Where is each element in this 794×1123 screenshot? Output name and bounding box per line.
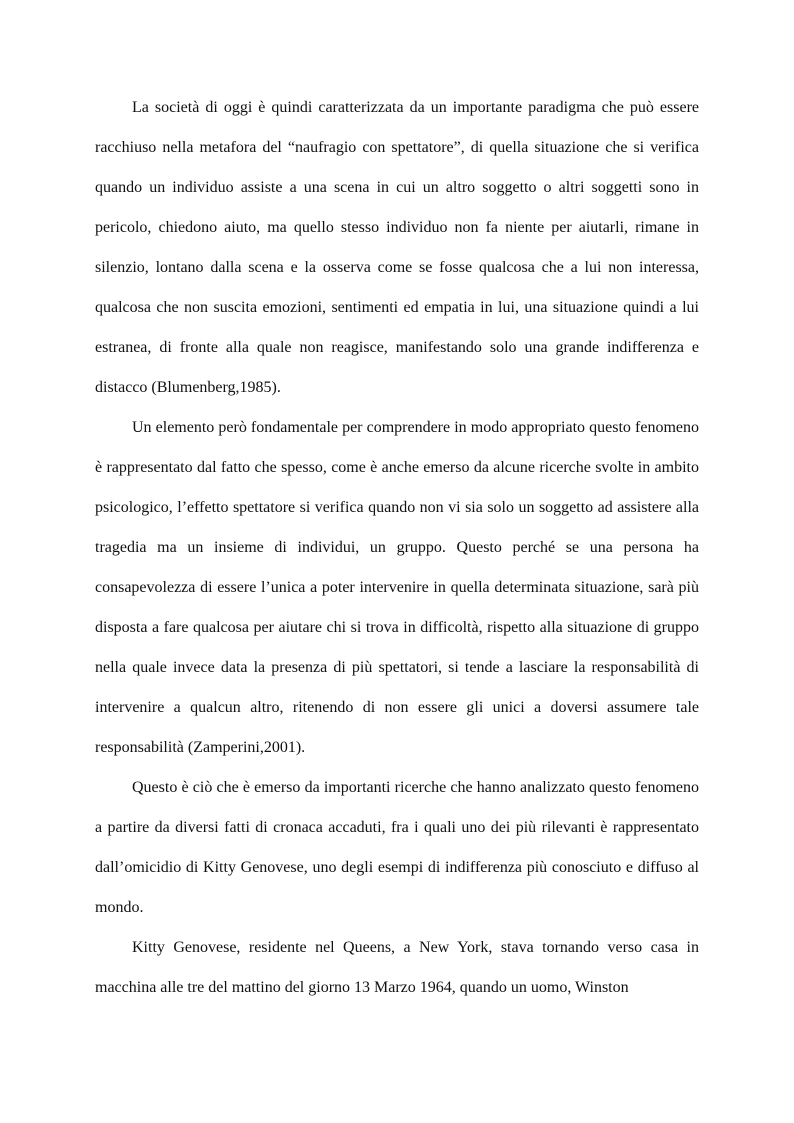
paragraph-3: Questo è ciò che è emerso da importanti ricerche che hanno analizzato questo fenomeno a partire da diversi fatti di cronaca accaduti, fra i quali uno dei più rilevanti è rappresentato dall’omicidio di Kitty Genovese, uno degli esempi di indifferenza più conosciuto e diffuso al mondo. bbox=[95, 779, 699, 916]
paragraph-4: Kitty Genovese, residente nel Queens, a New York, stava tornando verso casa in macchina alle tre del mattino del giorno 13 Marzo 1964, quando un uomo, Winston bbox=[95, 939, 699, 996]
paragraph-1: La società di oggi è quindi caratterizzata da un importante paradigma che può essere racchiuso nella metafora del “naufragio con spettatore”, di quella situazione che si verifica quando un individuo assiste a una scena in cui un altro soggetto o altri soggetti sono in pericolo, chiedono aiuto, ma quello stesso individuo non fa niente per aiutarli, rimane in silenzio, lontano dalla scena e la osserva come se fosse qualcosa che a lui non interessa, qualcosa che non suscita emozioni, sentimenti ed empatia in lui, una situazione quindi a lui estranea, di fronte alla quale non reagisce, manifestando solo una grande indifferenza e distacco (Blumenberg,1985). bbox=[95, 99, 699, 396]
paragraph-2: Un elemento però fondamentale per comprendere in modo appropriato questo fenomeno è rappresentato dal fatto che spesso, come è anche emerso da alcune ricerche svolte in ambito psicologico, l’effetto spettatore si verifica quando non vi sia solo un soggetto ad assistere alla tragedia ma un insieme di individui, un gruppo. Questo perché se una persona ha consapevolezza di essere l’unica a poter intervenire in quella determinata situazione, sarà più disposta a fare qualcosa per aiutare chi si trova in difficoltà, rispetto alla situazione di gruppo nella quale invece data la presenza di più spettatori, si tende a lasciare la responsabilità di intervenire a qualcun altro, ritenendo di non essere gli unici a doversi assumere tale responsabilità (Zamperini,2001). bbox=[95, 419, 699, 756]
body-text bbox=[95, 88, 699, 1008]
